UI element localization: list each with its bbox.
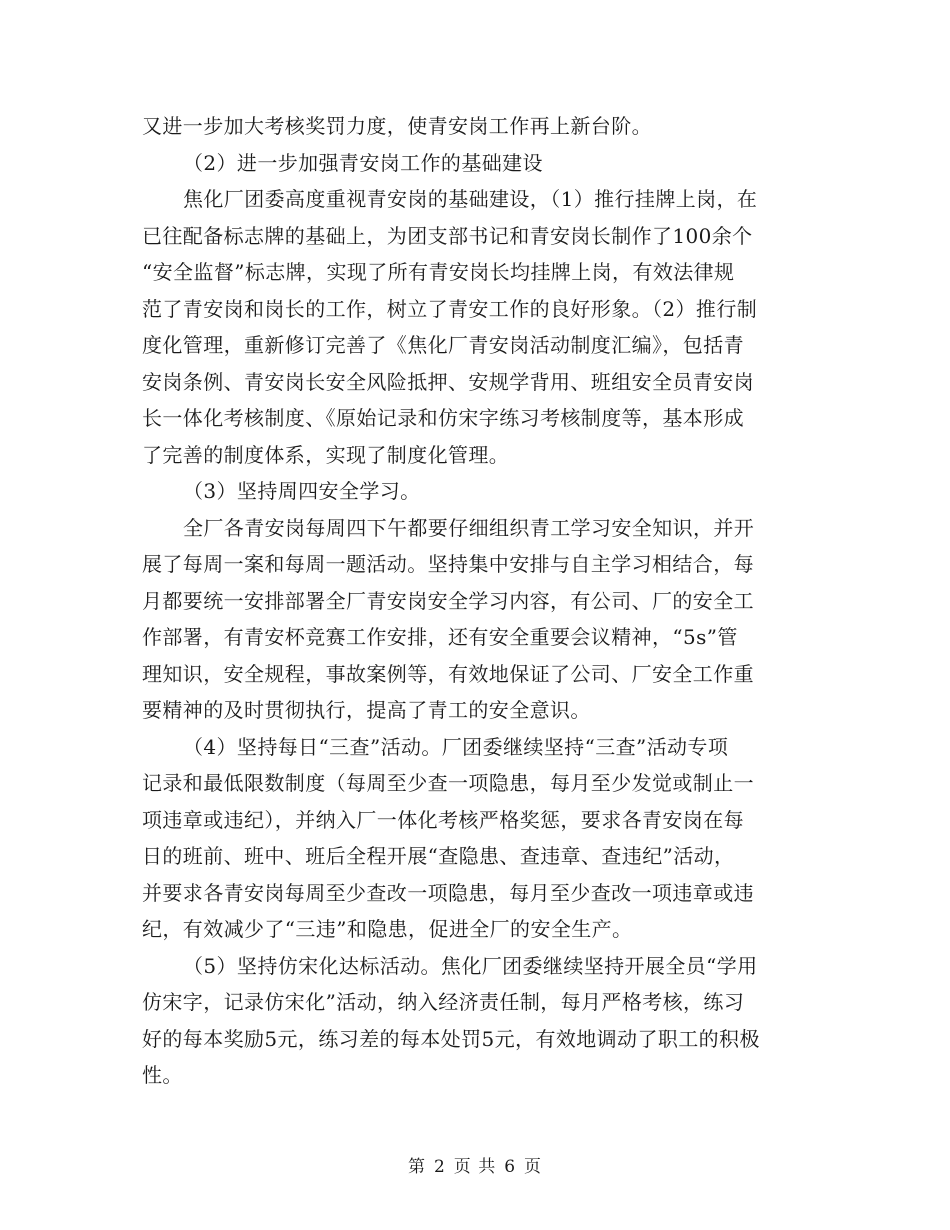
text-line: 好的每本奖励5元，练习差的每本处罚5元，有效地调动了职工的积极 bbox=[142, 1026, 760, 1051]
text-line: 项违章或违纪），并纳入厂一体化考核严格奖惩，要求各青安岗在每 bbox=[142, 807, 744, 832]
footer-suffix: 页 bbox=[524, 1157, 543, 1177]
text-line: 长一体化考核制度、《原始记录和仿宋字练习考核制度等，基本形成 bbox=[142, 406, 744, 430]
text-line: 纪，有效减少了“三违”和隐患，促进全厂的安全生产。 bbox=[142, 917, 633, 941]
text-line: 仿宋字，记录仿宋化”活动，纳入经济责任制，每月严格考核，练习 bbox=[142, 990, 745, 1014]
text-line: （5）坚持仿宋化达标活动。焦化厂团委继续坚持开展全员“学用 bbox=[183, 953, 758, 978]
text-line: 作部署，有青安杯竞赛工作安排，还有安全重要会议精神，“5s”管 bbox=[142, 625, 738, 649]
page-footer bbox=[0, 1152, 950, 1177]
text-line: 范了青安岗和岗长的工作，树立了青安工作的良好形象。（2）推行制 bbox=[142, 296, 758, 321]
text-line: “安全监督”标志牌，实现了所有青安岗长均挂牌上岗，有效法律规 bbox=[142, 260, 735, 284]
text-line: （4）坚持每日“三查”活动。厂团委继续坚持“三查”活动专项 bbox=[183, 734, 729, 759]
text-line: 焦化厂团委高度重视青安岗的基础建设，（1）推行挂牌上岗，在 bbox=[183, 187, 758, 211]
text-line: 要精神的及时贯彻执行，提高了青工的安全意识。 bbox=[142, 698, 591, 722]
text-line: 全厂各青安岗每周四下午都要仔细组织青工学习安全知识，并开 bbox=[183, 515, 755, 540]
text-line: 展了每周一案和每周一题活动。坚持集中安排与自主学习相结合，每 bbox=[142, 552, 754, 576]
document-body bbox=[142, 108, 812, 1094]
footer-middle: 页 共 bbox=[453, 1157, 497, 1177]
text-line: 又进一步加大考核奖罚力度，使青安岗工作再上新台阶。 bbox=[142, 114, 652, 138]
text-line: （3）坚持周四安全学习。 bbox=[183, 479, 421, 503]
text-line: 日的班前、班中、班后全程开展“查隐患、查违章、查违纪”活动， bbox=[142, 844, 735, 868]
text-line: 度化管理，重新修订完善了《焦化厂青安岗活动制度汇编》，包括青 bbox=[142, 333, 744, 357]
footer-current-page: 2 bbox=[433, 1157, 446, 1177]
text-line: （2）进一步加强青安岗工作的基础建设 bbox=[183, 150, 543, 175]
text-line: 理知识，安全规程，事故案例等，有效地保证了公司、厂安全工作重 bbox=[142, 661, 754, 686]
text-line: 记录和最低限数制度（每周至少查一项隐患，每月至少发觉或制止一 bbox=[142, 771, 754, 795]
text-line: 并要求各青安岗每周至少查改一项隐患，每月至少查改一项违章或违 bbox=[142, 880, 754, 905]
footer-prefix: 第 bbox=[407, 1157, 426, 1177]
text-line: 安岗条例、青安岗长安全风险抵押、安规学背用、班组安全员青安岗 bbox=[142, 369, 754, 394]
footer-total-pages: 6 bbox=[504, 1157, 517, 1177]
text-line: 性。 bbox=[142, 1063, 183, 1087]
text-line: 月都要统一安排部署全厂青安岗安全学习内容，有公司、厂的安全工 bbox=[142, 588, 754, 613]
text-line: 了完善的制度体系，实现了制度化管理。 bbox=[142, 442, 510, 467]
text-line: 已往配备标志牌的基础上，为团支部书记和青安岗长制作了100余个 bbox=[142, 223, 753, 248]
